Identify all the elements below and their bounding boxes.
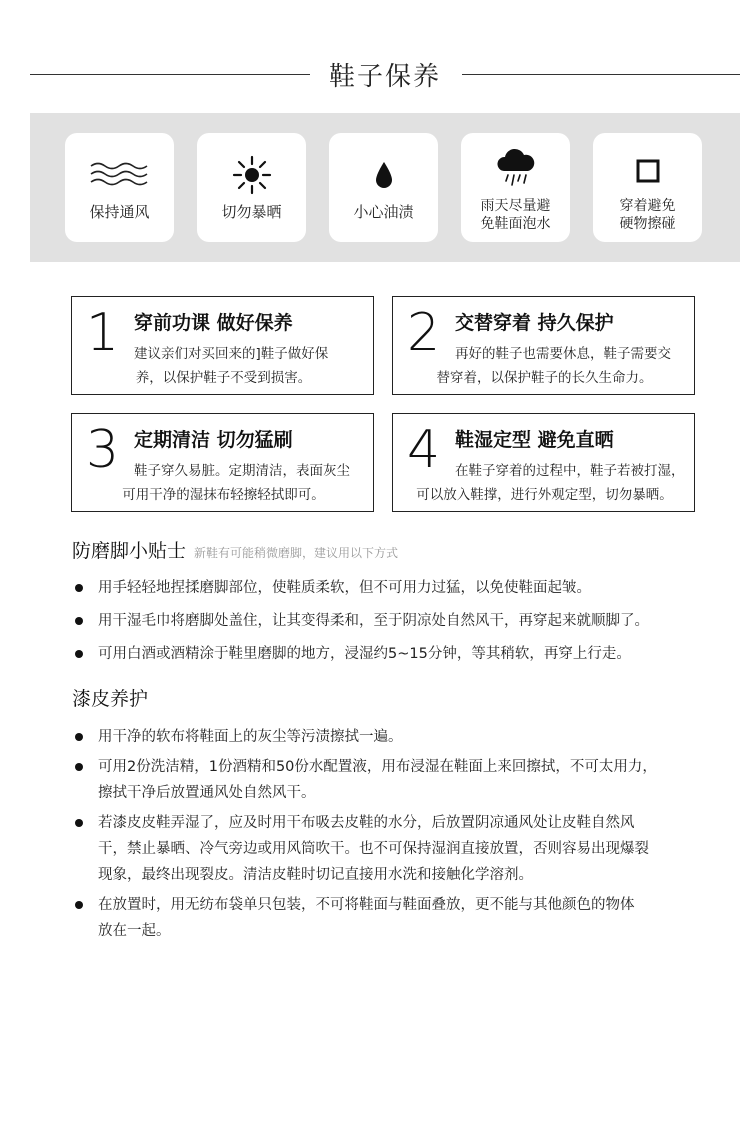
square-icon <box>593 149 702 193</box>
care-icons-band <box>30 113 740 262</box>
tip-number: 4 <box>407 420 441 480</box>
care-label: 雨天尽量避 免鞋面泡水 <box>480 198 551 232</box>
tip-body: 再好的鞋子也需要休息，鞋子需要交 替穿着，以保护鞋子的长久生命力。 <box>436 346 671 386</box>
care-label: 小心油渍 <box>353 203 414 221</box>
care-card-ventilate <box>65 133 174 242</box>
tip-box-4 <box>392 413 695 512</box>
patent-leather-list <box>72 724 692 944</box>
care-card-oil <box>329 133 438 242</box>
care-card-rain <box>461 133 570 242</box>
page-title: 鞋子保养 <box>328 62 441 92</box>
anti-blister-subtitle: 新鞋有可能稍微磨脚，建议用以下方式 <box>194 546 399 560</box>
rain-cloud-icon <box>461 147 570 191</box>
tip-heading: 交替穿着 持久保护 <box>455 312 614 334</box>
section-header <box>30 52 740 96</box>
care-label: 切勿暴晒 <box>221 203 282 221</box>
tip-box-1 <box>71 296 374 395</box>
tip-box-3 <box>71 413 374 512</box>
sun-icon <box>197 153 306 197</box>
list-item: 用干湿毛巾将磨脚处盖住，让其变得柔和，至于阴凉处自然风干，再穿起来就顺脚了。 <box>72 608 692 634</box>
tip-heading: 穿前功课 做好保养 <box>134 312 293 334</box>
list-item: 可用白酒或酒精涂于鞋里磨脚的地方，浸湿约5~15分钟，等其稍软，再穿上行走。 <box>72 641 692 667</box>
tip-number: 1 <box>86 303 120 363</box>
list-item: 在放置时，用无纺布袋单只包装，不可将鞋面与鞋面叠放，更不能与其他颜色的物体 放在一起。 <box>72 892 692 944</box>
tip-heading: 定期清洁 切勿猛刷 <box>134 429 293 451</box>
tip-number: 2 <box>407 303 441 363</box>
tip-box-2 <box>392 296 695 395</box>
tip-body: 鞋子穿久易脏。定期清洁，表面灰尘 可用干净的湿抹布轻擦轻拭即可。 <box>122 463 350 503</box>
care-card-no-sun <box>197 133 306 242</box>
list-item: 可用2份洗洁精，1份酒精和50份水配置液，用布浸湿在鞋面上来回擦拭，不可太用力， 擦拭干净后放置通风处自然风干。 <box>72 754 692 806</box>
care-label: 穿着避免 硬物擦碰 <box>619 198 676 232</box>
anti-blister-title: 防磨脚小贴士 新鞋有可能稍微磨脚，建议用以下方式 <box>72 540 399 562</box>
drop-icon <box>329 153 438 197</box>
tip-body: 建议亲们对买回来的]鞋子做好保 养，以保护鞋子不受到损害。 <box>134 346 329 386</box>
list-item: 用手轻轻地捏揉磨脚部位，使鞋质柔软，但不可用力过猛，以免使鞋面起皱。 <box>72 575 692 601</box>
tip-body: 在鞋子穿着的过程中，鞋子若被打湿， 可以放入鞋撑，进行外观定型，切勿暴晒。 <box>416 463 685 503</box>
patent-leather-title: 漆皮养护 <box>72 688 149 710</box>
tip-heading: 鞋湿定型 避免直晒 <box>455 429 614 451</box>
care-label: 保持通风 <box>89 203 150 221</box>
wave-icon <box>65 153 174 197</box>
list-item: 若漆皮皮鞋弄湿了，应及时用干布吸去皮鞋的水分，后放置阴凉通风处让皮鞋自然风 干，禁止暴晒、冷气旁边或用风筒吹干。也不可保持湿润直接放置，否则容易出现爆裂 现象，最终出现裂皮。清洁皮鞋时切记直接用水洗和接触化学溶剂。 <box>72 810 692 888</box>
title-divider-right <box>462 74 740 75</box>
tip-number: 3 <box>86 420 120 480</box>
care-card-avoid-hard <box>593 133 702 242</box>
anti-blister-list <box>72 575 692 667</box>
list-item: 用干净的软布将鞋面上的灰尘等污渍擦拭一遍。 <box>72 724 692 750</box>
